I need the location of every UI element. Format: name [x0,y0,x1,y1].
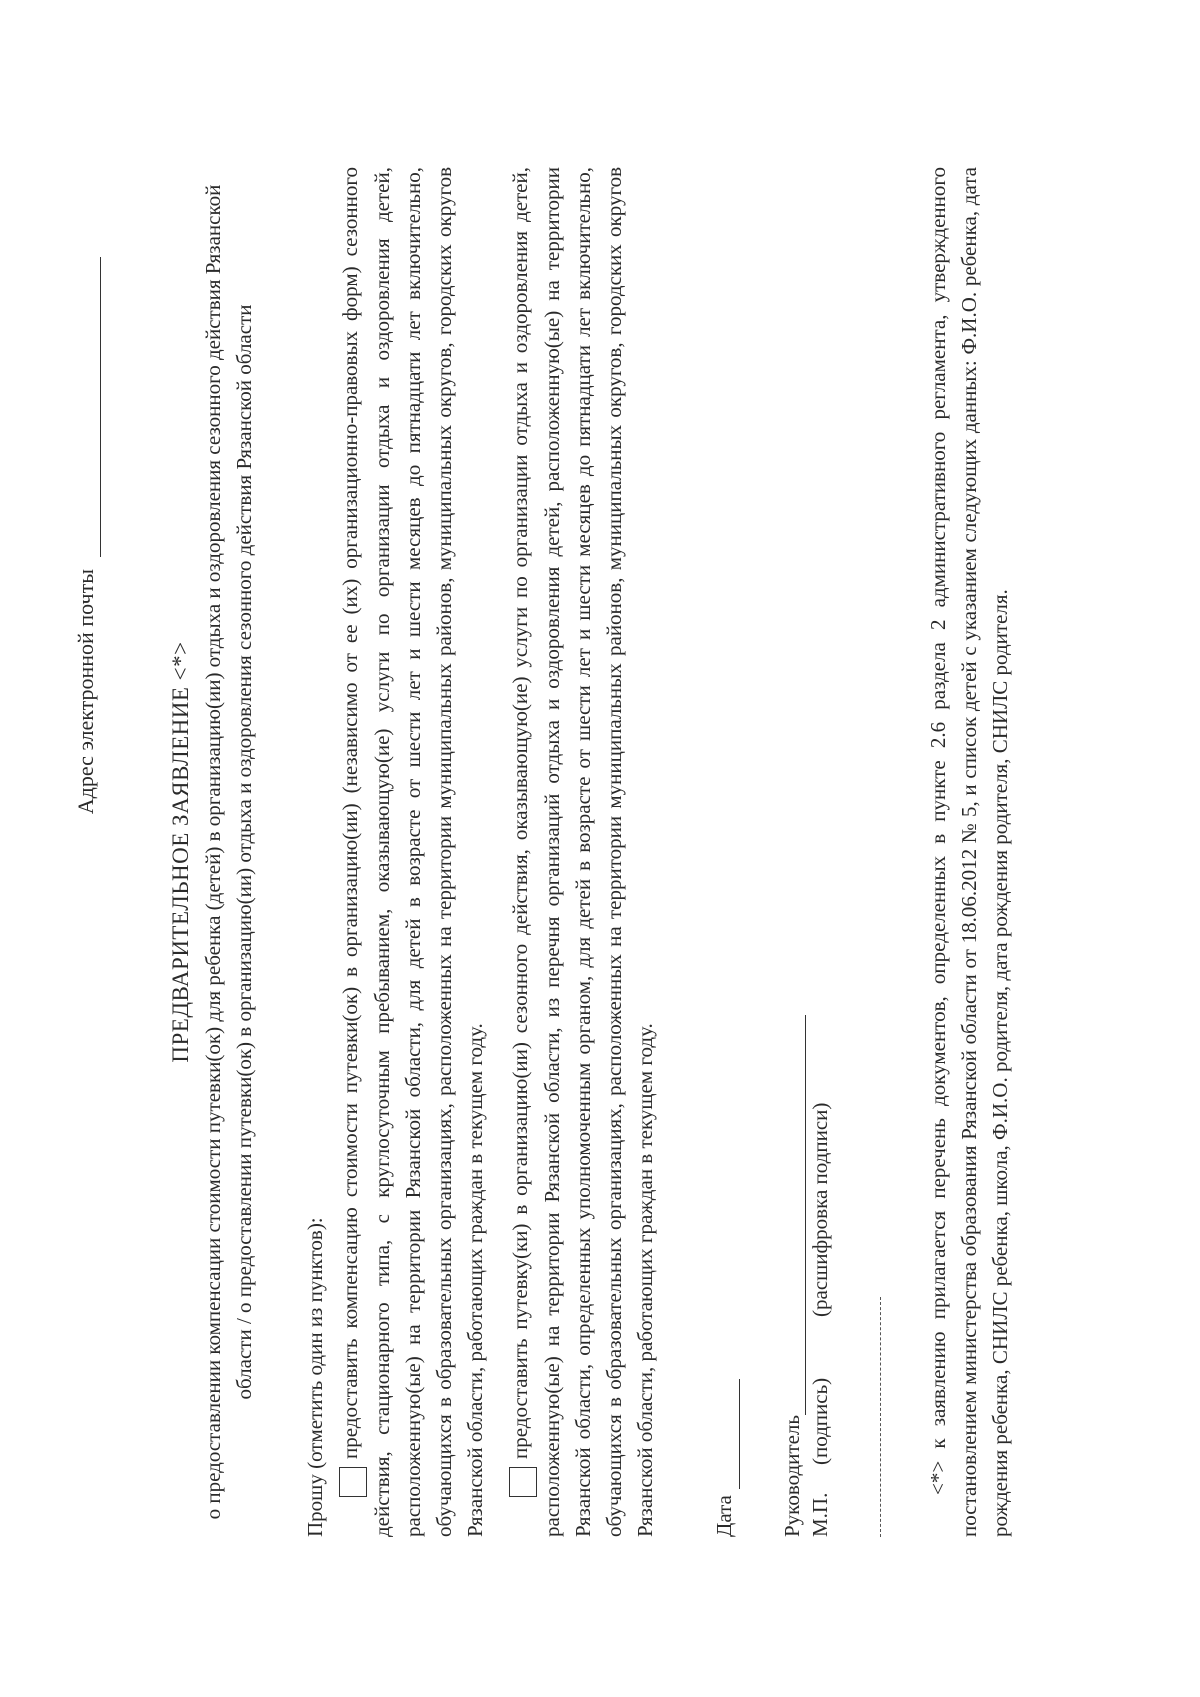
signature-decode-caption: (расшифровка подписи) [808,1102,832,1317]
date-field-line [717,1379,740,1489]
footnote-divider [880,1297,881,1537]
footnote-text: <*> к заявлению прилагается перечень документов, определенных в пункте 2.6 раздела 2 административного регламента, утвержденного постановлением министерства образования Рязанской области от 18.06.2012 № 5, и список детей с указанием следующих данных: Ф.И.О. ребенка, дата рождения ребенка, СНИЛС ребенка, школа, Ф.И.О. родителя, дата рождения родителя, СНИЛС родителя. [926,167,1012,1537]
option-voucher-text: предоставить путевку(ки) в организацию(ии) сезонного действия, оказывающую(ие) услуги по организации отдыха и оздоровления детей, расположенную(ые) на территории Рязанской области, из перечня организаций отдыха и оздоровления детей, расположенную(ые) на территории Рязанской области, определенных уполномоченным органом, для детей в возрасте от шести лет и шести месяцев до пятнадцати лет включительно, обучающихся в образовательных организациях, расположенных на территории муниципальных районов, муниципальных округов, городских округов Рязанской области, работающих граждан в текущем году. [508,167,657,1537]
signature-block [778,167,834,1537]
email-line [70,167,101,1537]
option-voucher-checkbox[interactable] [509,1467,537,1497]
document-title: ПРЕДВАРИТЕЛЬНОЕ ЗАЯВЛЕНИЕ <*> [168,641,193,1063]
document-subtitle: о предоставлении компенсации стоимости путевки(ок) для ребенка (детей) в организацию(ии) отдыха и оздоровления сезонного действия Рязанской области / о предоставлении путевки(ок) в организацию(ии) отдыха и оздоровления сезонного действия Рязанской области [201,184,256,1520]
stamp-label: М.П. [808,1492,832,1537]
option-compensation-text: предоставить компенсацию стоимости путевки(ок) в организацию(ии) (независимо от ее (их) организационно-правовых форм) сезонного действия, стационарного типа, с круглосуточным пребыванием, оказывающую(ие) услуги по организации отдыха и оздоровления детей, расположенную(ые) на территории Рязанской области, для детей в возрасте от шести лет и шести месяцев до пятнадцати лет включительно, обучающихся в образовательных организациях, расположенных на территории муниципальных районов, муниципальных округов, городских округов Рязанской области, работающих граждан в текущем году. [338,167,487,1537]
email-field-line [78,257,101,557]
head-label: Руководитель [780,1415,804,1537]
email-label: Адрес электронной почты [73,569,98,815]
document-content [70,167,1016,1537]
selection-prompt: Прошу (отметить один из пунктов): [303,1217,327,1537]
head-signature-row [778,167,806,1537]
option-compensation-checkbox[interactable] [339,1467,367,1497]
signature-captions [806,167,834,1537]
option-voucher [505,167,661,1537]
option-compensation [335,167,491,1537]
signature-field-line [785,1015,806,1415]
signature-caption: (подпись) [808,1377,832,1465]
date-line [709,167,740,1537]
date-label: Дата [712,1495,736,1537]
